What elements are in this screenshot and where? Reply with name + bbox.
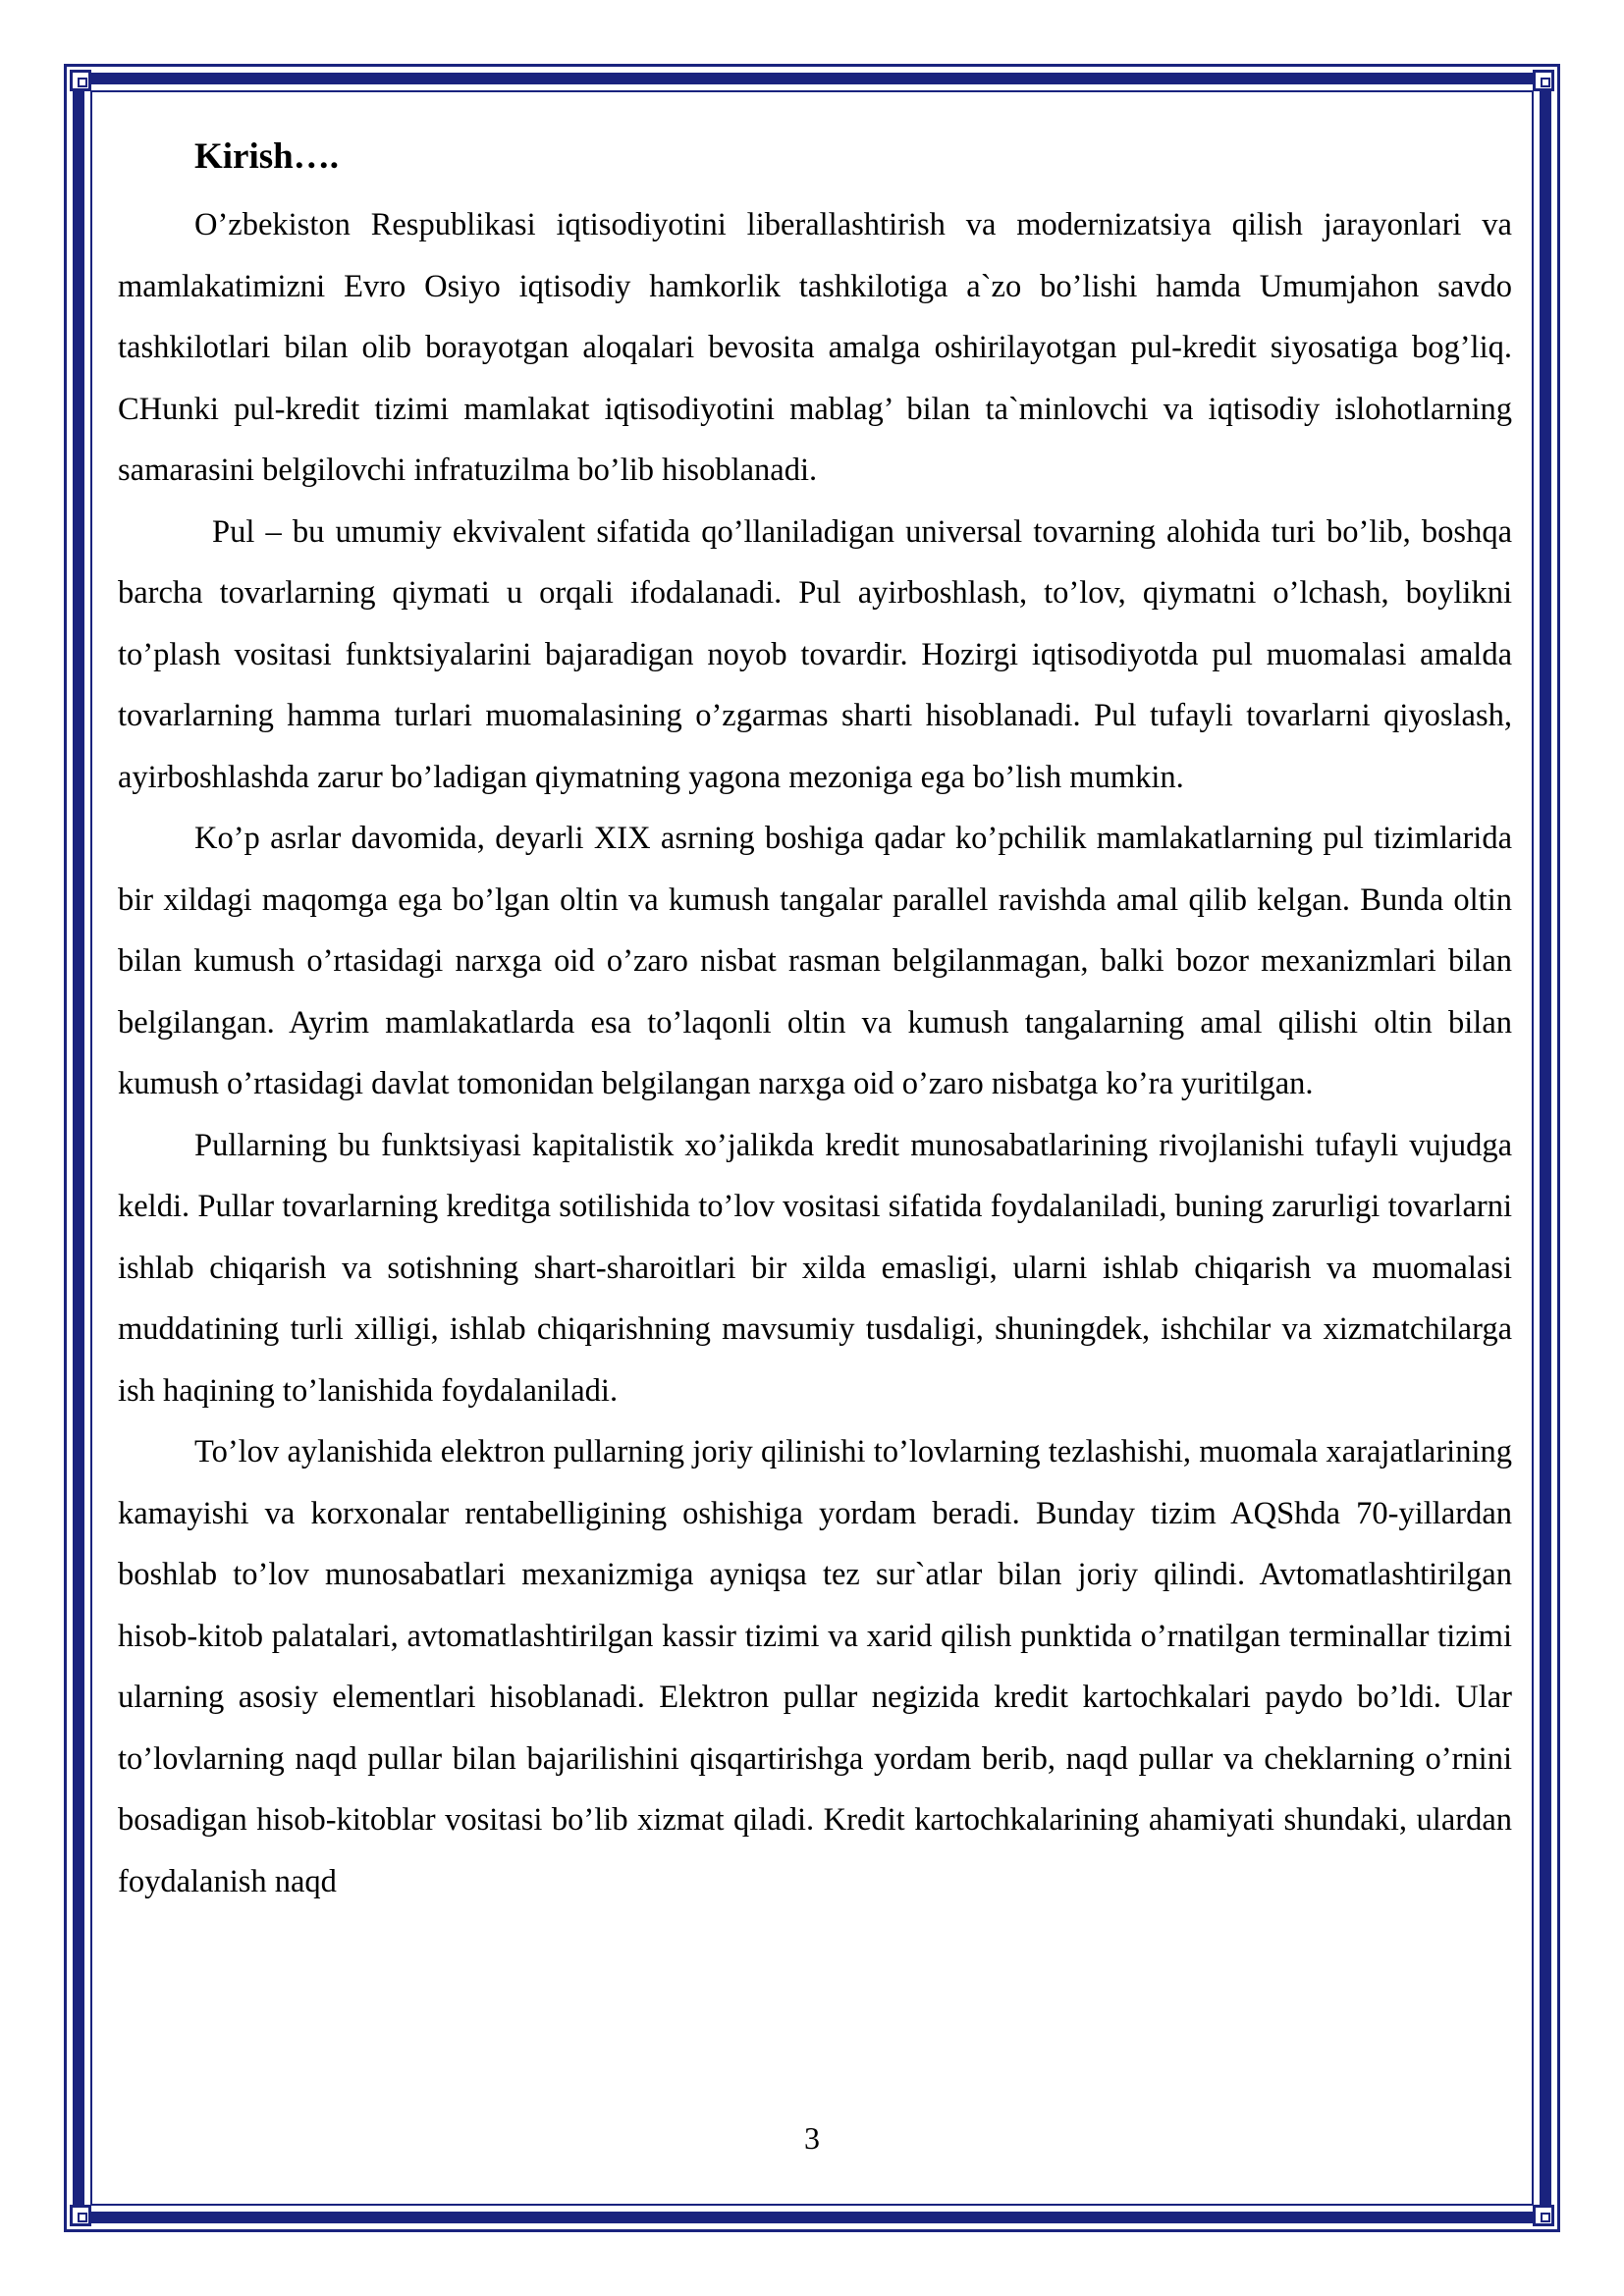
border-corner-ornament-bottom-right — [1533, 2205, 1554, 2226]
paragraph-electronic-money: To’lov aylanishida elektron pullarning joriy qilinishi to’lovlarning tezlashishi, muomala xarajatlarining kamayishi va korxonalar rentabelligining oshishiga yordam beradi. Bunday tizim AQShda 70-yillardan boshlab to’lov munosabatlari mexanizmiga ayniqsa tez sur`atlar bilan joriy qilindi. Avtomatlashtirilgan hisob-kitob palatalari, avtomatlashtirilgan kassir tizimi va xarid qilish punktida o’rnatilgan terminallar tizimi ularning asosiy elementlari hisoblanadi. Elektron pullar negizida kredit kartochkalari paydo bo’ldi. Ular to’lovlarning naqd pullar bilan bajarilishini qisqartirishga yordam berib, naqd pullar va cheklarning o’rnini bosadigan hisob-kitoblar vositasi bo’lib xizmat qiladi. Kredit kartochkalarining ahamiyati shundaki, ulardan foydalanish naqd — [118, 1434, 1512, 1899]
section-heading: Kirish…. — [194, 136, 339, 177]
border-corner-ornament-top-left — [70, 70, 91, 91]
paragraph-money-definition: Pul – bu umumiy ekvivalent sifatida qo’llaniladigan universal tovarning alohida turi bo’lib, boshqa barcha tovarlarning qiymati u orqali ifodalanadi. Pul ayirboshlash, to’lov, qiymatni o’lchash, boylikni to’plash vositasi funktsiyalarini bajaradigan noyob tovardir. Hozirgi iqtisodiyotda pul muomalasi amalda tovarlarning hamma turlari muomalasining o’zgarmas sharti hisoblanadi. Pul tufayli tovarlarni qiyoslash, ayirboshlashda zarur bo’ladigan qiymatning yagona mezoniga ega bo’lish mumkin. — [118, 513, 1512, 795]
paragraph-bimetallism: Ko’p asrlar davomida, deyarli XIX asrning boshiga qadar ko’pchilik mamlakatlarning pul tizimlarida bir xildagi maqomga ega bo’lgan oltin va kumush tangalar parallel ravishda amal qilib kelgan. Bunda oltin bilan kumush o’rtasidagi narxga oid o’zaro nisbat rasman belgilanmagan, balki bozor mexanizmlari bilan belgilangan. Ayrim mamlakatlarda esa to’laqonli oltin va kumush tangalarning amal qilishi oltin bilan kumush o’rtasidagi davlat tomonidan belgilangan narxga oid o’zaro nisbatga ko’ra yuritilgan. — [118, 821, 1512, 1101]
border-corner-ornament-top-right — [1533, 70, 1554, 91]
page-number: 3 — [804, 2120, 820, 2156]
page-content — [118, 135, 1512, 1912]
paragraph-payment-function: Pullarning bu funktsiyasi kapitalistik xo’jalikda kredit munosabatlarining rivojlanishi tufayli vujudga keldi. Pullar tovarlarning kreditga sotilishida to’lov vositasi sifatida foydalaniladi, buning zarurligi tovarlarni ishlab chiqarish va sotishning shart-sharoitlari bir xilda emasligi, ularni ishlab chiqarish va muomalasi muddatining turli xilligi, ishlab chiqarishning mavsumiy tusdaligi, shuningdek, ishchilar va xizmatchilarga ish haqining to’lanishida foydalaniladi. — [118, 1127, 1512, 1409]
paragraph-intro: O’zbekiston Respublikasi iqtisodiyotini liberallashtirish va modernizatsiya qilish jarayonlari va mamlakatimizni Evro Osiyo iqtisodiy hamkorlik tashkilotiga a`zo bo’lishi hamda Umumjahon savdo tashkilotlari bilan olib borayotgan aloqalari bevosita amalga oshirilayotgan pul-kredit siyosatiga bog’liq. CHunki pul-kredit tizimi mamlakat iqtisodiyotini mablag’ bilan ta`minlovchi va iqtisodiy islohotlarning samarasini belgilovchi infratuzilma bo’lib hisoblanadi. — [118, 207, 1512, 488]
border-corner-ornament-bottom-left — [70, 2205, 91, 2226]
